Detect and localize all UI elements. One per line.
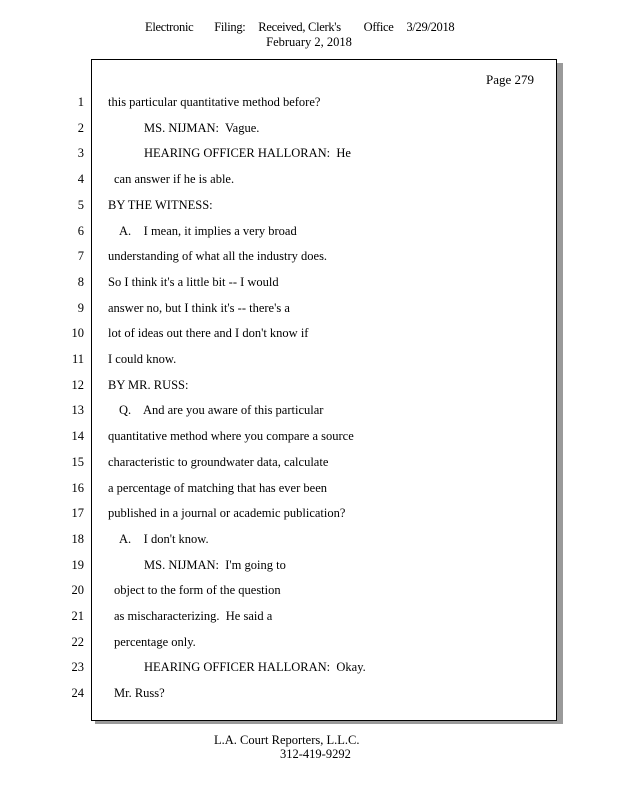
line-number: 4 <box>77 172 84 187</box>
line-number: 2 <box>77 120 84 135</box>
transcript-line-text: HEARING OFFICER HALLORAN: Okay. <box>144 660 366 675</box>
line-number: 9 <box>77 300 84 315</box>
stamp-electronic: Electronic <box>145 20 194 34</box>
transcript-line-text: can answer if he is able. <box>114 172 235 187</box>
footer-company: L.A. Court Reporters, L.L.C. <box>214 733 360 747</box>
transcript-line-text: MS. NIJMAN: I'm going to <box>144 557 286 572</box>
transcript-line-text: understanding of what all the industry does. <box>108 249 328 264</box>
transcript-line-text: A. I don't know. <box>119 531 209 546</box>
stamp-office: Office <box>363 20 394 34</box>
line-number: 3 <box>77 146 84 161</box>
line-number: 24 <box>71 686 84 701</box>
line-number: 19 <box>71 557 84 572</box>
line-number: 6 <box>77 223 84 238</box>
line-number: 17 <box>71 506 84 521</box>
transcript-line-text: characteristic to groundwater data, calculate <box>108 454 329 469</box>
transcript-line-text: So I think it's a little bit -- I would <box>108 274 279 289</box>
stamp-filing: Filing: <box>214 20 246 34</box>
line-number: 12 <box>71 377 84 392</box>
transcript-line-text: HEARING OFFICER HALLORAN: He <box>144 146 351 161</box>
line-number: 13 <box>71 403 84 418</box>
transcript-line-text: percentage only. <box>114 634 196 649</box>
line-number: 14 <box>71 429 84 444</box>
transcript-line-text: this particular quantitative method before? <box>108 95 321 109</box>
footer-phone: 312-419-9292 <box>280 747 351 761</box>
page-number: Page 279 <box>485 72 534 87</box>
transcript-line-text: published in a journal or academic publication? <box>108 506 346 521</box>
line-number: 22 <box>71 634 84 649</box>
line-number: 7 <box>77 249 84 264</box>
stamp-date: 3/29/2018 <box>406 20 455 34</box>
line-number: 10 <box>71 326 84 341</box>
filing-stamp <box>145 20 454 35</box>
line-number: 21 <box>71 609 84 623</box>
line-number: 8 <box>77 274 84 289</box>
transcript-line-text: Mr. Russ? <box>114 686 165 701</box>
transcript-line-text: quantitative method where you compare a source <box>108 429 354 444</box>
line-number: 5 <box>77 197 84 212</box>
line-number: 23 <box>71 660 84 675</box>
transcript-line-text: answer no, but I think it's -- there's a <box>108 300 290 315</box>
transcript-line-text: A. I mean, it implies a very broad <box>119 223 297 238</box>
transcript-line-text: MS. NIJMAN: Vague. <box>144 120 260 135</box>
line-number: 11 <box>71 352 84 366</box>
transcript-line-text: object to the form of the question <box>114 583 281 598</box>
transcript-line-text: a percentage of matching that has ever been <box>108 480 327 495</box>
transcript-line-text: Q. And are you aware of this particular <box>119 403 324 418</box>
transcript-line-text: as mischaracterizing. He said a <box>114 609 273 623</box>
transcript-line-text: BY THE WITNESS: <box>108 197 213 212</box>
transcript-line-text: BY MR. RUSS: <box>108 377 189 392</box>
line-number: 16 <box>71 480 84 495</box>
transcript-date: February 2, 2018 <box>266 35 352 49</box>
line-number: 18 <box>71 531 84 546</box>
line-number: 1 <box>77 95 84 109</box>
line-number: 15 <box>71 454 84 469</box>
transcript-line-text: lot of ideas out there and I don't know if <box>108 326 309 341</box>
stamp-received: Received, Clerk's <box>258 20 341 34</box>
transcript-page <box>71 59 557 721</box>
transcript-line-text: I could know. <box>108 352 177 366</box>
line-number: 20 <box>71 583 84 598</box>
